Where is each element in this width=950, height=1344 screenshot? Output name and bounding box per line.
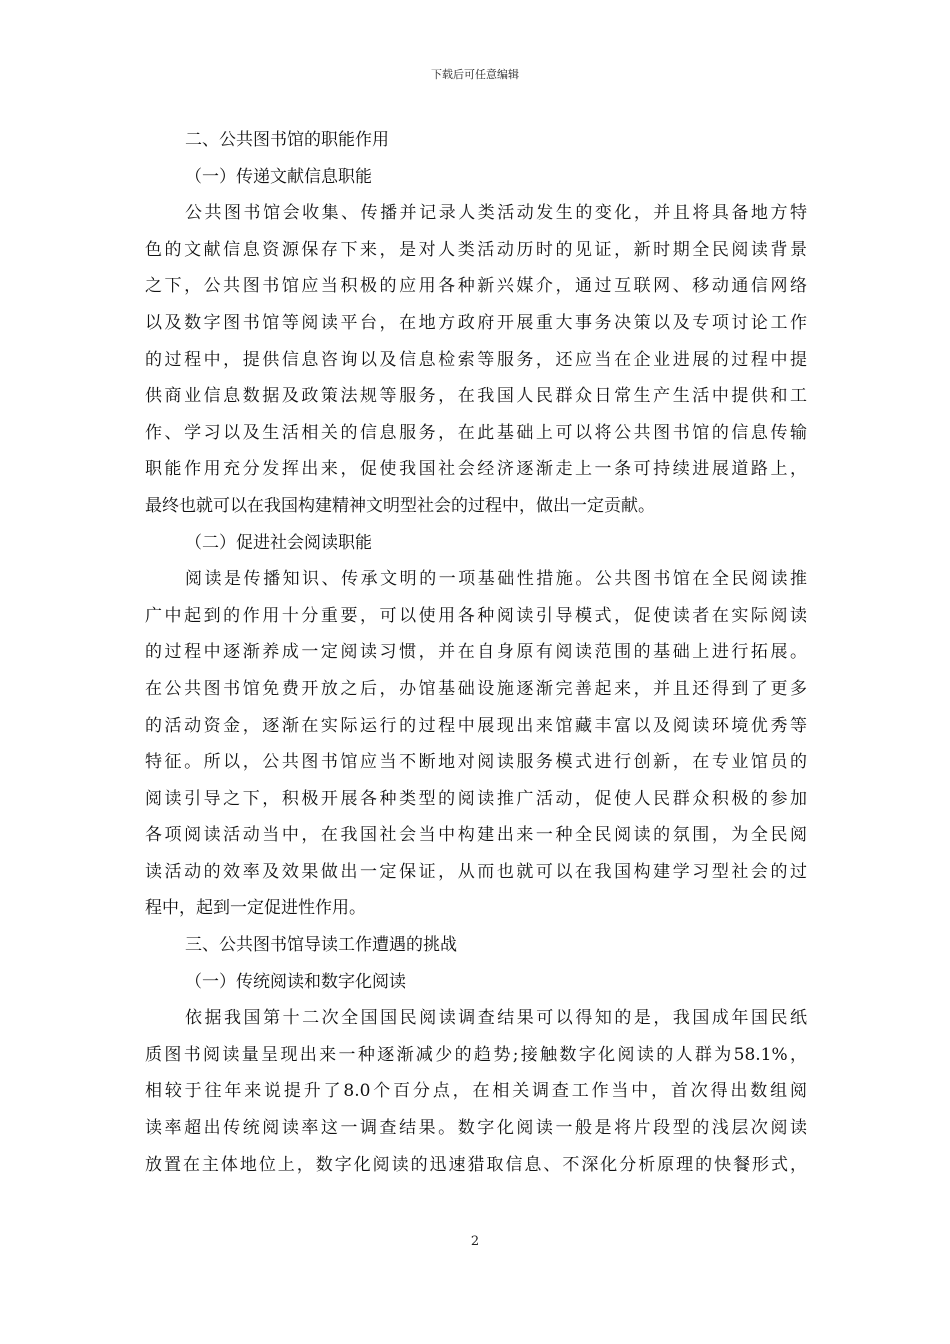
section-heading: 三、公共图书馆导读工作遭遇的挑战 [185,935,457,956]
paragraph-line: 供商业信息数据及政策法规等服务，在我国人民群众日常生产生活中提供和工 [145,386,807,407]
paragraph-line: 以及数字图书馆等阅读平台，在地方政府开展重大事务决策以及专项讨论工作 [145,312,807,333]
paragraph-line: 的过程中逐渐养成一定阅读习惯，并在自身原有阅读范围的基础上进行拓展。 [145,642,807,663]
paragraph-line: 阅读引导之下，积极开展各种类型的阅读推广活动，促使人民群众积极的参加 [145,788,807,809]
paragraph-line: 特征。所以，公共图书馆应当不断地对阅读服务模式进行创新，在专业馆员的 [145,752,807,773]
paragraph-line: 放置在主体地位上，数字化阅读的迅速猎取信息、不深化分析原理的快餐形式， [145,1154,807,1175]
paragraph-line: 职能作用充分发挥出来，促使我国社会经济逐渐走上一条可持续进展道路上， [145,459,807,480]
subsection-heading: （一）传递文献信息职能 [185,166,372,187]
paragraph-line: 读率超出传统阅读率这一调查结果。数字化阅读一般是将片段型的浅层次阅读 [145,1118,807,1139]
paragraph-line: 质图书阅读量呈现出来一种逐渐减少的趋势;接触数字化阅读的人群为58.1%， [145,1044,807,1065]
paragraph-line: 作、学习以及生活相关的信息服务，在此基础上可以将公共图书馆的信息传输 [145,422,807,443]
header-note: 下载后可任意编辑 [431,68,519,81]
paragraph-line: 广中起到的作用十分重要，可以使用各种阅读引导模式，促使读者在实际阅读 [145,605,807,626]
page-number: 2 [470,1234,480,1249]
paragraph-line: 的活动资金，逐渐在实际运行的过程中展现出来馆藏丰富以及阅读环境优秀等 [145,715,807,736]
paragraph-line: 公共图书馆会收集、传播并记录人类活动发生的变化，并且将具备地方特 [185,203,807,224]
paragraph-line: 读活动的效率及效果做出一定保证，从而也就可以在我国构建学习型社会的过 [145,861,807,882]
paragraph-line: 在公共图书馆免费开放之后，办馆基础设施逐渐完善起来，并且还得到了更多 [145,678,807,699]
paragraph-line: 之下，公共图书馆应当积极的应用各种新兴媒介，通过互联网、移动通信网络 [145,276,807,297]
paragraph-line: 依据我国第十二次全国国民阅读调查结果可以得知的是，我国成年国民纸 [185,1008,807,1029]
subsection-heading: （二）促进社会阅读职能 [185,532,372,553]
paragraph-line: 阅读是传播知识、传承文明的一项基础性措施。公共图书馆在全民阅读推 [185,569,807,590]
subsection-heading: （一）传统阅读和数字化阅读 [185,971,406,992]
paragraph-line: 相较于往年来说提升了8.0个百分点，在相关调查工作当中，首次得出数组阅 [145,1081,807,1102]
paragraph-line: 程中，起到一定促进性作用。 [145,898,366,919]
paragraph-line: 色的文献信息资源保存下来，是对人类活动历时的见证，新时期全民阅读背景 [145,239,807,260]
section-heading: 二、公共图书馆的职能作用 [185,130,389,150]
paragraph-line: 的过程中，提供信息咨询以及信息检索等服务，还应当在企业进展的过程中提 [145,349,807,370]
document-body [145,122,807,1183]
paragraph-line: 各项阅读活动当中，在我国社会当中构建出来一种全民阅读的氛围，为全民阅 [145,825,807,846]
paragraph-line: 最终也就可以在我国构建精神文明型社会的过程中，做出一定贡献。 [145,495,655,516]
